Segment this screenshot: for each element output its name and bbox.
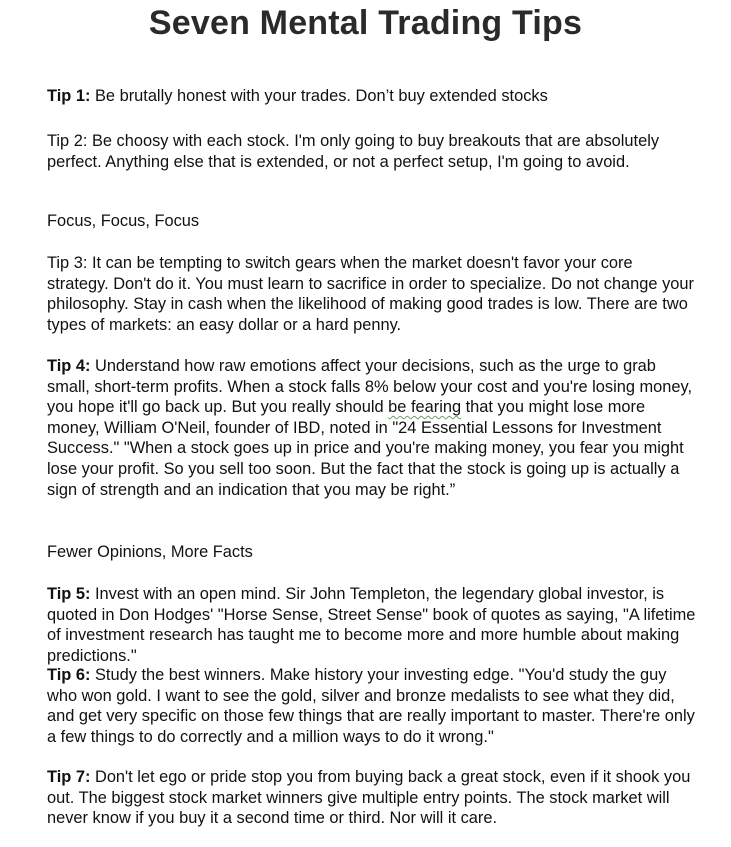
tip-7-label: Tip 7: bbox=[47, 768, 91, 786]
tip-3-paragraph: Tip 3: It can be tempting to switch gears when the market doesn't favor your core strategy. Don't do it. You must learn to sacrifice in order to specialize. Do not change your philosophy. Stay in cash when the likelihood of making good trades is low. There are two types of markets: an easy dollar or a hard penny. bbox=[47, 254, 694, 334]
tip-4-text-end: that you might lose more money, William O'Neil, founder of IBD, noted in "24 Essential Lessons for Investment Success." "When a stock goes up in price and you're making money, you fear you might lose your profit. So you sell too soon. But the fact that the stock is going up is actually a sign of strength and an indication that you may be right.” bbox=[47, 398, 684, 499]
tip-5-paragraph bbox=[47, 584, 697, 666]
page-title: Seven Mental Trading Tips bbox=[148, 4, 583, 42]
tip-6-text: Study the best winners. Make history your investing edge. "You'd study the guy who won gold. I want to see the gold, silver and bronze medalists to see what they did, and get very specific on those few things that are really important to master. There're only a few things to do correctly and a million ways to do it wrong." bbox=[47, 666, 695, 746]
tip-6-paragraph bbox=[47, 665, 697, 747]
section-heading-focus: Focus, Focus, Focus bbox=[47, 212, 200, 230]
tip-1-text: Be brutally honest with your trades. Don’t buy extended stocks bbox=[90, 87, 548, 105]
tip-4-label: Tip 4: bbox=[47, 357, 91, 375]
section-heading-opinions: Fewer Opinions, More Facts bbox=[47, 543, 253, 561]
tip-6-label: Tip 6: bbox=[47, 666, 91, 684]
tip-7-text: Don't let ego or pride stop you from buying back a great stock, even if it shook you out. The biggest stock market winners give multiple entry points. The stock market will never know if you buy it a second time or third. Nor will it care. bbox=[47, 768, 691, 828]
tip-4-text-start: Understand how raw emotions affect your decisions, such as the urge to grab small, short-term profits. When a stock falls 8% below your cost and you're losing money, you hope it'll go back up. But you really should bbox=[47, 357, 693, 417]
tip-4-paragraph bbox=[47, 356, 697, 500]
tip-1-paragraph bbox=[47, 86, 697, 107]
tip-5-label: Tip 5: bbox=[47, 585, 91, 603]
tip-2-paragraph: Tip 2: Be choosy with each stock. I'm only going to buy breakouts that are absolutely perfect. Anything else that is extended, or not a perfect setup, I'm going to avoid. bbox=[47, 132, 660, 171]
tip-4-marked-phrase: be fearing bbox=[388, 398, 462, 417]
tip-1-label: Tip 1: bbox=[47, 87, 91, 105]
tip-5-text: Invest with an open mind. Sir John Templeton, the legendary global investor, is quoted in Don Hodges' "Horse Sense, Street Sense" book of quotes as saying, "A lifetime of investment research has taught me to become more and more humble about making predictions." bbox=[47, 585, 696, 665]
tip-7-paragraph bbox=[47, 767, 697, 829]
